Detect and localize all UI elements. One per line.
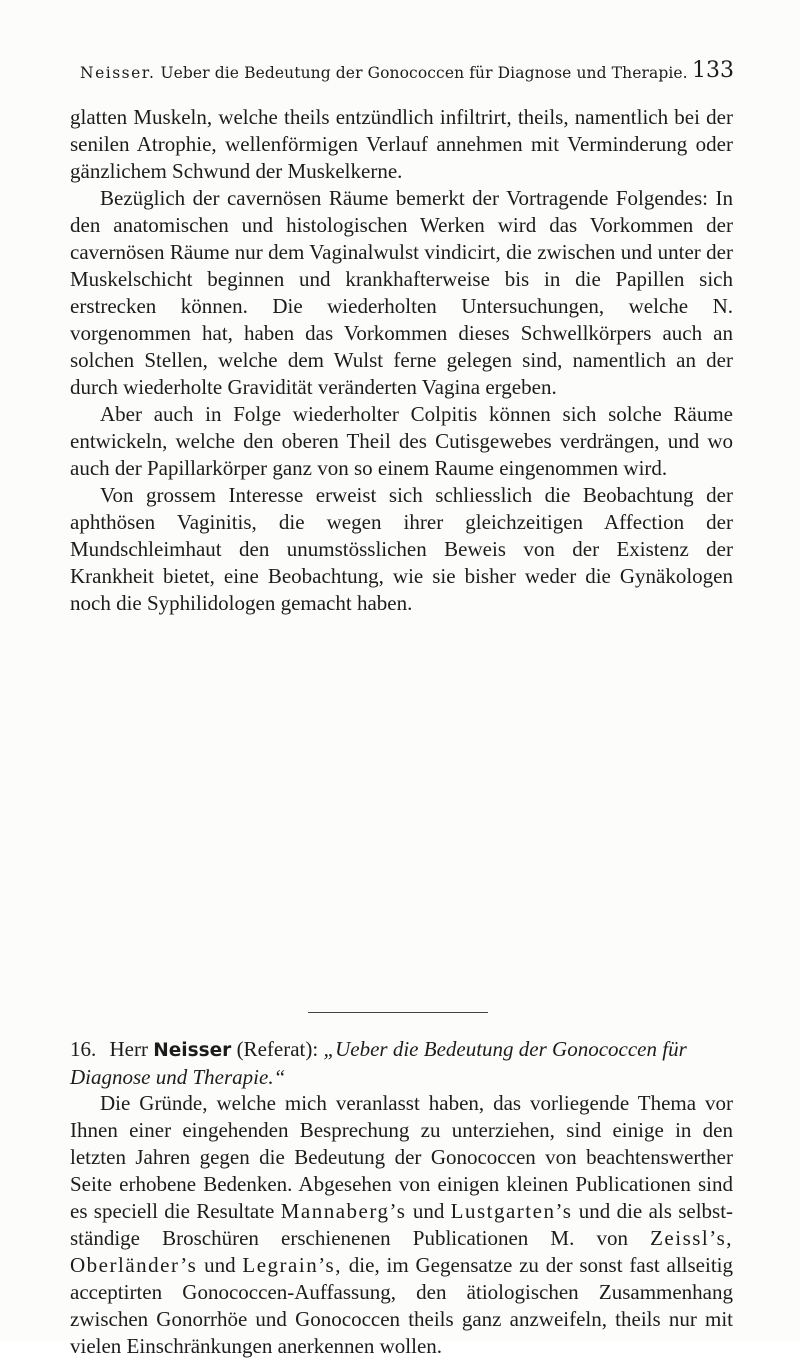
running-head-title: Ueber die Bedeutung der Gonococcen für Diagnose und Therapie. bbox=[160, 64, 688, 82]
section-paragraph bbox=[70, 1090, 733, 1360]
running-head-author: Neisser. bbox=[80, 64, 156, 82]
author-lustgarten: Lustgarten’s bbox=[450, 1199, 573, 1223]
section-speaker: Neisser bbox=[153, 1040, 232, 1061]
section-speaker-prefix: Herr bbox=[109, 1037, 148, 1061]
author-mannaberg: Mannaberg’s bbox=[280, 1199, 407, 1223]
paragraph-2: Bezüglich der cavernösen Räume bemerkt der Vortragende Folgendes: In den anatomischen und histologischen Werken wird das Vorkommen der cavernösen Räume nur dem Vaginalwulst vindicirt, die zwischen und unter der Muskelschicht beginnen und krankhafterweise bis in die Papillen sich erstrecken können. Die wiederholten Untersuchungen, welche N. vorgenommen hat, haben das Vorkommen dieses Schwellkörpers auch an solchen Stellen, welche dem Wulst ferne gelegen sind, namentlich an der durch wiederholte Gravidität veränderten Vagina ergeben. bbox=[70, 186, 733, 399]
section-text-part5: die, im Gegensatze zu der sonst fast allseitig acceptirten Gonococcen-Auffassung, den ätiologischen Zusammenhang zwischen Gonorrhöe und Gonococcen theils ganz anzweifeln, theils nur mit vielen Einschränkungen anerkennen wollen. bbox=[70, 1253, 734, 1358]
author-legrain: Legrain’s, bbox=[242, 1253, 342, 1277]
section-text-part4: und bbox=[204, 1253, 236, 1277]
section-heading bbox=[70, 1036, 733, 1091]
author-zeissl: Zeissl’s, bbox=[650, 1226, 734, 1250]
section-number: 16. bbox=[70, 1037, 97, 1061]
author-oberlaender: Oberländer’s bbox=[70, 1253, 198, 1277]
section-text-part1: Die Gründe, welche mich veranlasst haben, das vorliegende Thema vor Ihnen einer eingehenden Besprechung zu unterziehen, sind einige in den letzten Jahren gegen die Bedeutung der Gonococcen von beachtenswerther Seite erhobene Bedenken. Abgesehen von einigen kleinen Publicationen sind es speciell die Resultate bbox=[70, 1091, 733, 1223]
paragraph-3: Aber auch in Folge wiederholter Colpitis können sich solche Räume entwickeln, welche den oberen Theil des Cutisgewebes verdrängen, und wo auch der Papillarkörper ganz von so einem Raume eingenommen wird. bbox=[70, 402, 733, 480]
section-title: „Ueber die Bedeutung der Gonococcen für Diagnose und Therapie.“ bbox=[70, 1037, 687, 1089]
section-text-part2: und bbox=[412, 1199, 445, 1223]
text-block-section bbox=[70, 1090, 733, 1360]
paragraph-1: glatten Muskeln, welche theils entzündlich infiltrirt, theils, namentlich bei der senilen Atrophie, wellenförmigen Verlauf annehmen mit Verminderung oder gänzlichem Schwund der Muskelkerne. bbox=[70, 105, 733, 183]
section-divider bbox=[308, 1012, 488, 1013]
text-block-top bbox=[70, 104, 733, 617]
page-number: 133 bbox=[692, 58, 734, 83]
section-role: (Referat): bbox=[236, 1037, 319, 1061]
section-text-part3: und die als selbstständige Broschüren erschienenen Publicationen M. von bbox=[70, 1199, 734, 1250]
paragraph-4: Von grossem Interesse erweist sich schliesslich die Beobachtung der aphthösen Vaginitis, die wegen ihrer gleichzeitigen Affection der Mundschleimhaut den unumstösslichen Beweis von der Existenz der Krankheit bietet, eine Beobachtung, wie sie bisher weder die Gynäkologen noch die Syphilidologen gemacht haben. bbox=[70, 483, 733, 615]
running-head bbox=[80, 64, 710, 82]
